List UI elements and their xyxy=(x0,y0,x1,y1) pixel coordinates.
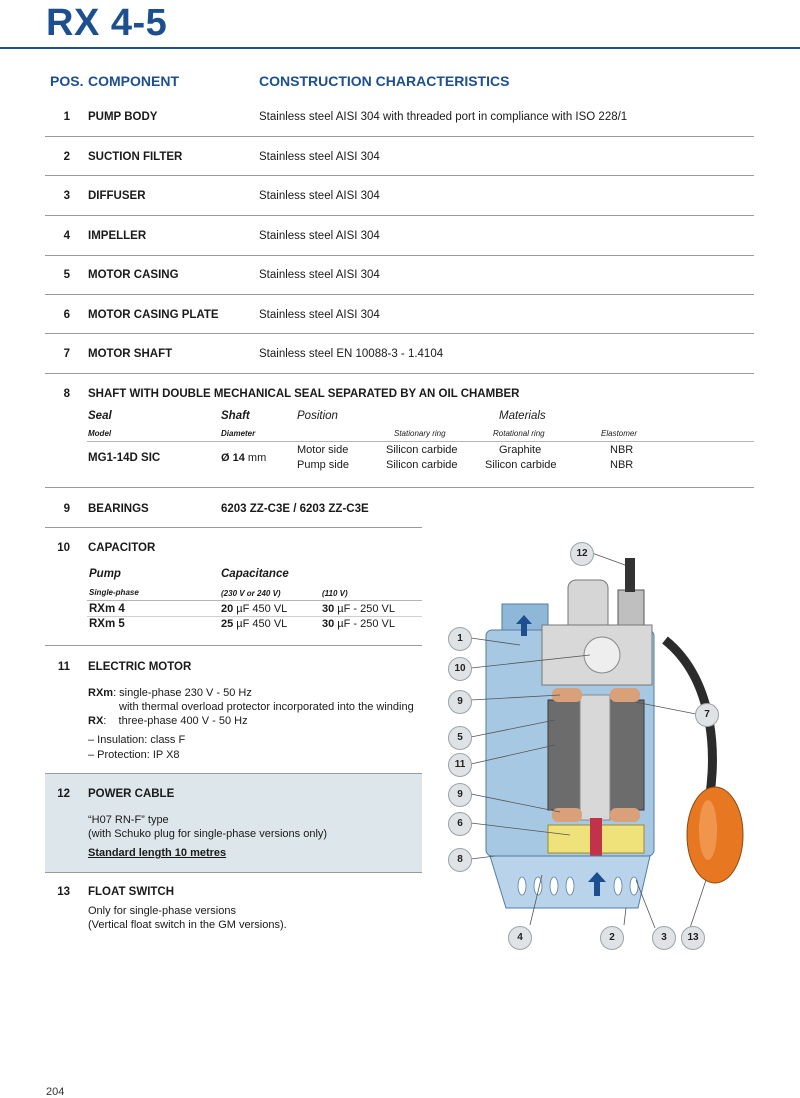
row-divider xyxy=(45,487,754,488)
row-6-name: MOTOR CASING PLATE xyxy=(88,309,219,321)
title-rule xyxy=(0,47,800,49)
bearings-value: 6203 ZZ-C3E / 6203 ZZ-C3E xyxy=(221,503,369,515)
protection-line: – Protection: IP X8 xyxy=(88,749,180,761)
row-10-name: CAPACITOR xyxy=(88,542,156,554)
stationary-ring-label: Stationary ring xyxy=(394,429,446,438)
elastomer-pump: NBR xyxy=(610,459,634,471)
row-10-num: 10 xyxy=(57,542,70,554)
callout-4: 4 xyxy=(508,926,532,950)
row-3-name: DIFFUSER xyxy=(88,190,146,202)
row-8-num: 8 xyxy=(63,388,70,400)
seal-model: MG1-14D SIC xyxy=(88,452,161,464)
row-6-desc: Stainless steel AISI 304 xyxy=(259,309,380,321)
callout-7: 7 xyxy=(695,703,719,727)
capacitor-row-2-230: 25 µF 450 VL xyxy=(221,618,288,630)
row-divider xyxy=(45,773,422,774)
row-3-num: 3 xyxy=(63,190,70,202)
row-13-name: FLOAT SWITCH xyxy=(88,886,175,898)
row-1-desc: Stainless steel AISI 304 with threaded port in compliance with ISO 228/1 xyxy=(259,111,628,123)
row-2-desc: Stainless steel AISI 304 xyxy=(259,151,380,163)
callout-8: 8 xyxy=(448,848,472,872)
callout-11: 11 xyxy=(448,753,472,777)
rotational-pump: Silicon carbide xyxy=(485,459,557,471)
rxm-line: RXm: single-phase 230 V - 50 Hz xyxy=(88,687,252,699)
row-6-num: 6 xyxy=(63,309,70,321)
row-5-desc: Stainless steel AISI 304 xyxy=(259,269,380,281)
stationary-pump: Silicon carbide xyxy=(386,459,458,471)
row-divider xyxy=(45,645,422,646)
capacitor-row-2-pump: RXm 5 xyxy=(89,618,125,630)
position-label: Position xyxy=(297,410,338,422)
rotational-motor: Graphite xyxy=(499,444,542,456)
header-construction: CONSTRUCTION CHARACTERISTICS xyxy=(259,73,510,89)
shaft-diameter: Ø 14 mm xyxy=(221,452,267,464)
row-5-name: MOTOR CASING xyxy=(88,269,179,281)
callout-2: 2 xyxy=(600,926,624,950)
row-divider xyxy=(45,175,754,176)
voltage-230-label: (230 V or 240 V) xyxy=(221,589,281,598)
cable-standard-length: Standard length 10 metres xyxy=(88,847,227,859)
position-motor-side: Motor side xyxy=(297,444,349,456)
row-3-desc: Stainless steel AISI 304 xyxy=(259,190,380,202)
single-phase-label: Single-phase xyxy=(89,588,139,597)
pump-cutaway-illustration xyxy=(430,530,800,970)
row-divider xyxy=(45,255,754,256)
position-pump-side: Pump side xyxy=(297,459,349,471)
float-switch-line-1: Only for single-phase versions xyxy=(88,905,236,917)
row-2-num: 2 xyxy=(63,151,70,163)
diameter-label: Diameter xyxy=(221,429,256,438)
callout-13: 13 xyxy=(681,926,705,950)
row-1-num: 1 xyxy=(63,111,70,123)
cable-plug-note: (with Schuko plug for single-phase versions only) xyxy=(88,828,328,840)
row-12-name: POWER CABLE xyxy=(88,788,175,800)
row-4-name: IMPELLER xyxy=(88,230,147,242)
row-2-name: SUCTION FILTER xyxy=(88,151,183,163)
callout-9: 9 xyxy=(448,690,472,714)
row-divider xyxy=(45,215,754,216)
row-4-desc: Stainless steel AISI 304 xyxy=(259,230,380,242)
row-4-num: 4 xyxy=(63,230,70,242)
elastomer-motor: NBR xyxy=(610,444,634,456)
capacitor-row-1-110: 30 µF - 250 VL xyxy=(322,603,396,615)
page-title: RX 4-5 xyxy=(46,2,168,44)
row-12-num: 12 xyxy=(57,788,70,800)
seal-label: Seal xyxy=(88,410,112,422)
page-number: 204 xyxy=(46,1086,65,1098)
header-component: COMPONENT xyxy=(88,73,179,89)
callout-5: 5 xyxy=(448,726,472,750)
rx-line: RX: three-phase 400 V - 50 Hz xyxy=(88,715,248,727)
pump-label: Pump xyxy=(89,568,121,580)
capacitor-row-2-110: 30 µF - 250 VL xyxy=(322,618,396,630)
callout-9-lower: 9 xyxy=(448,783,472,807)
cable-type: “H07 RN-F” type xyxy=(88,814,169,826)
callout-10: 10 xyxy=(448,657,472,681)
row-11-num: 11 xyxy=(57,661,70,673)
row-1-name: PUMP BODY xyxy=(88,111,158,123)
row-7-desc: Stainless steel EN 10088-3 - 1.4104 xyxy=(259,348,444,360)
rxm-line-2: with thermal overload protector incorporated into the winding xyxy=(119,701,414,713)
row-divider xyxy=(45,872,422,873)
capacitor-row-1-230: 20 µF 450 VL xyxy=(221,603,288,615)
row-9-name: BEARINGS xyxy=(88,503,149,515)
row-9-num: 9 xyxy=(63,503,70,515)
row-divider xyxy=(45,373,754,374)
subtable-divider xyxy=(87,616,422,617)
callout-3: 3 xyxy=(652,926,676,950)
callout-1: 1 xyxy=(448,627,472,651)
materials-label: Materials xyxy=(499,410,546,422)
model-label: Model xyxy=(88,429,112,438)
row-11-name: ELECTRIC MOTOR xyxy=(88,661,192,673)
insulation-line: – Insulation: class F xyxy=(88,734,186,746)
capacitance-label: Capacitance xyxy=(221,568,289,580)
row-5-num: 5 xyxy=(63,269,70,281)
capacitor-row-1-pump: RXm 4 xyxy=(89,603,125,615)
float-switch-line-2: (Vertical float switch in the GM versions). xyxy=(88,919,287,931)
row-7-num: 7 xyxy=(63,348,70,360)
subtable-divider xyxy=(87,441,754,442)
row-divider xyxy=(45,333,754,334)
subtable-divider xyxy=(87,600,422,601)
header-pos: POS. xyxy=(50,73,84,89)
rotational-ring-label: Rotational ring xyxy=(493,429,545,438)
stationary-motor: Silicon carbide xyxy=(386,444,458,456)
row-divider xyxy=(45,294,754,295)
row-13-num: 13 xyxy=(57,886,70,898)
row-divider xyxy=(45,136,754,137)
elastomer-label: Elastomer xyxy=(601,429,638,438)
voltage-110-label: (110 V) xyxy=(322,589,348,598)
callout-6: 6 xyxy=(448,812,472,836)
row-divider xyxy=(45,527,422,528)
row-8-name: SHAFT WITH DOUBLE MECHANICAL SEAL SEPARATED BY AN OIL CHAMBER xyxy=(88,388,520,400)
callout-12: 12 xyxy=(570,542,594,566)
shaft-label: Shaft xyxy=(221,410,250,422)
row-7-name: MOTOR SHAFT xyxy=(88,348,173,360)
